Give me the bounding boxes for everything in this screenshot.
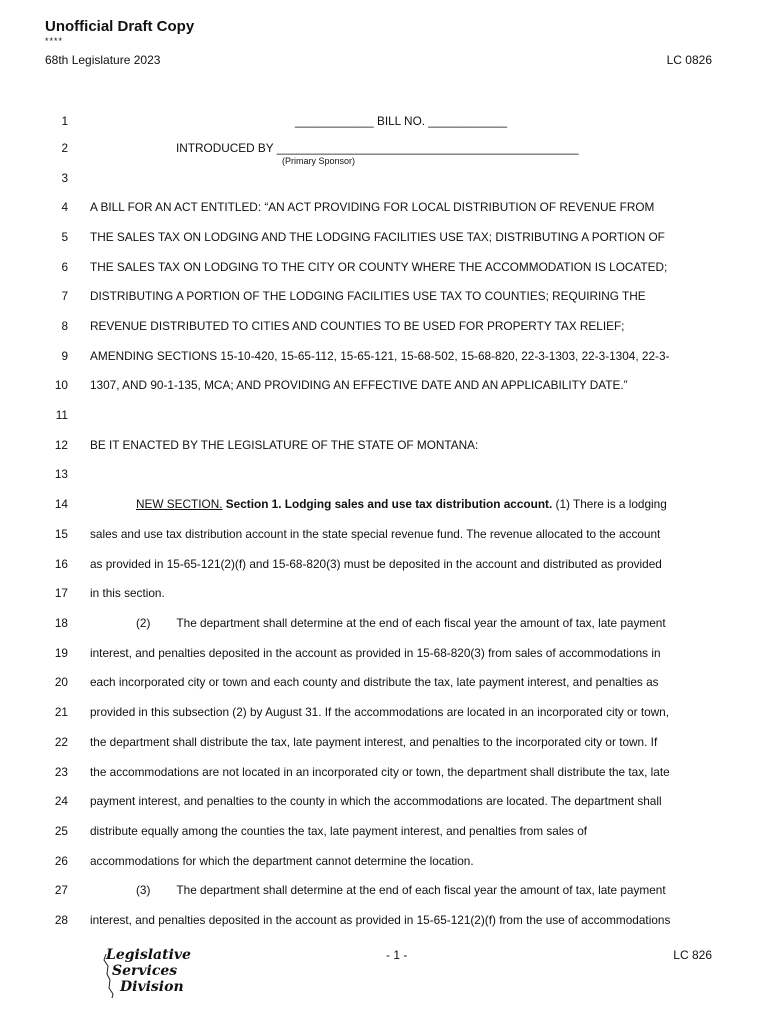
line-number: 2 [61,141,68,155]
line-28 [0,912,770,928]
line-9 [0,348,770,364]
line-15 [0,526,770,542]
section-1-heading: Section 1. Lodging sales and use tax distribution account. [225,497,553,511]
line-text: as provided in 15-65-121(2)(f) and 15-68-820(3) must be deposited in the account and distributed as provided [90,557,662,571]
line-12 [0,437,770,453]
line-number: 12 [54,438,68,452]
line-21 [0,704,770,720]
line-text: sales and use tax distribution account in the state special revenue fund. The revenue allocated to the account [90,527,661,541]
line-text: the accommodations are not located in an incorporated city or town, the department shall distribute the tax, late [90,765,670,779]
line-number: 21 [54,705,68,719]
line-text: THE SALES TAX ON LODGING AND THE LODGING FACILITIES USE TAX; DISTRIBUTING A PORTION OF [90,230,665,244]
line-11 [0,407,770,423]
line-20 [0,674,770,690]
legislative-services-division-logo [100,946,190,998]
draft-title: Unofficial Draft Copy [45,18,195,35]
line-text: REVENUE DISTRIBUTED TO CITIES AND COUNTIES TO BE USED FOR PROPERTY TAX RELIEF; [90,319,625,333]
legislature-session: 68th Legislature 2023 [45,53,161,67]
introduced-by: INTRODUCED BY ______________________________________________ [176,141,579,155]
line-26 [0,853,770,869]
line-number: 26 [54,854,68,868]
line-number: 22 [54,735,68,749]
line-number: 7 [61,289,68,303]
line-number: 20 [54,675,68,689]
line-7 [0,288,770,304]
line-2 [0,140,770,156]
line-text: A BILL FOR AN ACT ENTITLED: “AN ACT PROVIDING FOR LOCAL DISTRIBUTION OF REVENUE FROM [90,200,655,214]
line-number: 18 [54,616,68,630]
line-24 [0,793,770,809]
line-text: (2) The department shall determine at the end of each fiscal year the amount of tax, late payment [136,616,666,630]
line-number: 24 [54,794,68,808]
line-text: the department shall distribute the tax, late payment interest, and penalties to the incorporated city or town. If [90,735,658,749]
line-5 [0,229,770,245]
line-number: 4 [61,200,68,214]
line-number: 13 [54,467,68,481]
line-number: 15 [54,527,68,541]
line-17 [0,585,770,601]
line-18 [0,615,770,631]
line-27 [0,882,770,898]
line-text: payment interest, and penalties to the county in which the accommodations are located. The department shall [90,794,662,808]
line-number: 1 [61,114,68,128]
line-19 [0,645,770,661]
logo-line-3: Division [120,979,184,995]
new-section-label: NEW SECTION. [136,497,223,511]
line-number: 16 [54,557,68,571]
line-10 [0,377,770,393]
line-number: 10 [54,378,68,392]
line-6 [0,259,770,275]
line-text: AMENDING SECTIONS 15-10-420, 15-65-112, 15-65-121, 15-68-502, 15-68-820, 22-3-1303, 22-3-1304, 22-3- [90,349,670,363]
line-text: distribute equally among the counties the tax, late payment interest, and penalties from sales of [90,824,588,838]
line-text: THE SALES TAX ON LODGING TO THE CITY OR COUNTY WHERE THE ACCOMMODATION IS LOCATED; [90,260,668,274]
line-number: 14 [54,497,68,511]
line-text: interest, and penalties deposited in the account as provided in 15-65-121(2)(f) from the use of accommodations [90,913,671,927]
line-number: 27 [54,883,68,897]
line-23 [0,764,770,780]
line-number: 19 [54,646,68,660]
line-text: DISTRIBUTING A PORTION OF THE LODGING FACILITIES USE TAX TO COUNTIES; REQUIRING THE [90,289,646,303]
bill-number: ____________ BILL NO. ____________ [294,114,508,128]
line-text: provided in this subsection (2) by August 31. If the accommodations are located in an incorporated city or town, [90,705,670,719]
draft-stars: **** [45,36,64,46]
line-number: 5 [61,230,68,244]
line-number: 9 [61,349,68,363]
line-number: 11 [55,408,68,422]
line-3 [0,170,770,186]
logo-line-2: Services [112,963,178,979]
line-1 [0,113,770,129]
line-number: 3 [61,171,68,185]
page-number: - 1 - [386,948,408,962]
line-4 [0,199,770,215]
line-25 [0,823,770,839]
line-text: accommodations for which the department cannot determine the location. [90,854,474,868]
line-13 [0,466,770,482]
line-text: interest, and penalties deposited in the account as provided in 15-68-820(3) from sales of accommodations in [90,646,661,660]
line-text: BE IT ENACTED BY THE LEGISLATURE OF THE STATE OF MONTANA: [90,438,479,452]
line-number: 6 [61,260,68,274]
line-text: each incorporated city or town and each county and distribute the tax, late payment interest, and penalties as [90,675,659,689]
lc-number-bottom: LC 826 [673,948,712,962]
line-8 [0,318,770,334]
line-16 [0,556,770,572]
line-text: (3) The department shall determine at the end of each fiscal year the amount of tax, late payment [136,883,666,897]
section-1-text: (1) There is a lodging [555,497,667,511]
section-1-heading-line [90,496,758,512]
line-number: 25 [54,824,68,838]
line-14 [0,496,770,512]
line-number: 8 [61,319,68,333]
lc-number-top: LC 0826 [666,53,712,67]
line-22 [0,734,770,750]
line-text: 1307, AND 90-1-135, MCA; AND PROVIDING AN EFFECTIVE DATE AND AN APPLICABILITY DATE.” [90,378,628,392]
primary-sponsor-caption: (Primary Sponsor) [282,156,356,166]
line-text: in this section. [90,586,165,600]
line-number: 17 [54,586,68,600]
line-number: 28 [54,913,68,927]
line-number: 23 [54,765,68,779]
logo-line-1: Legislative [106,947,191,963]
